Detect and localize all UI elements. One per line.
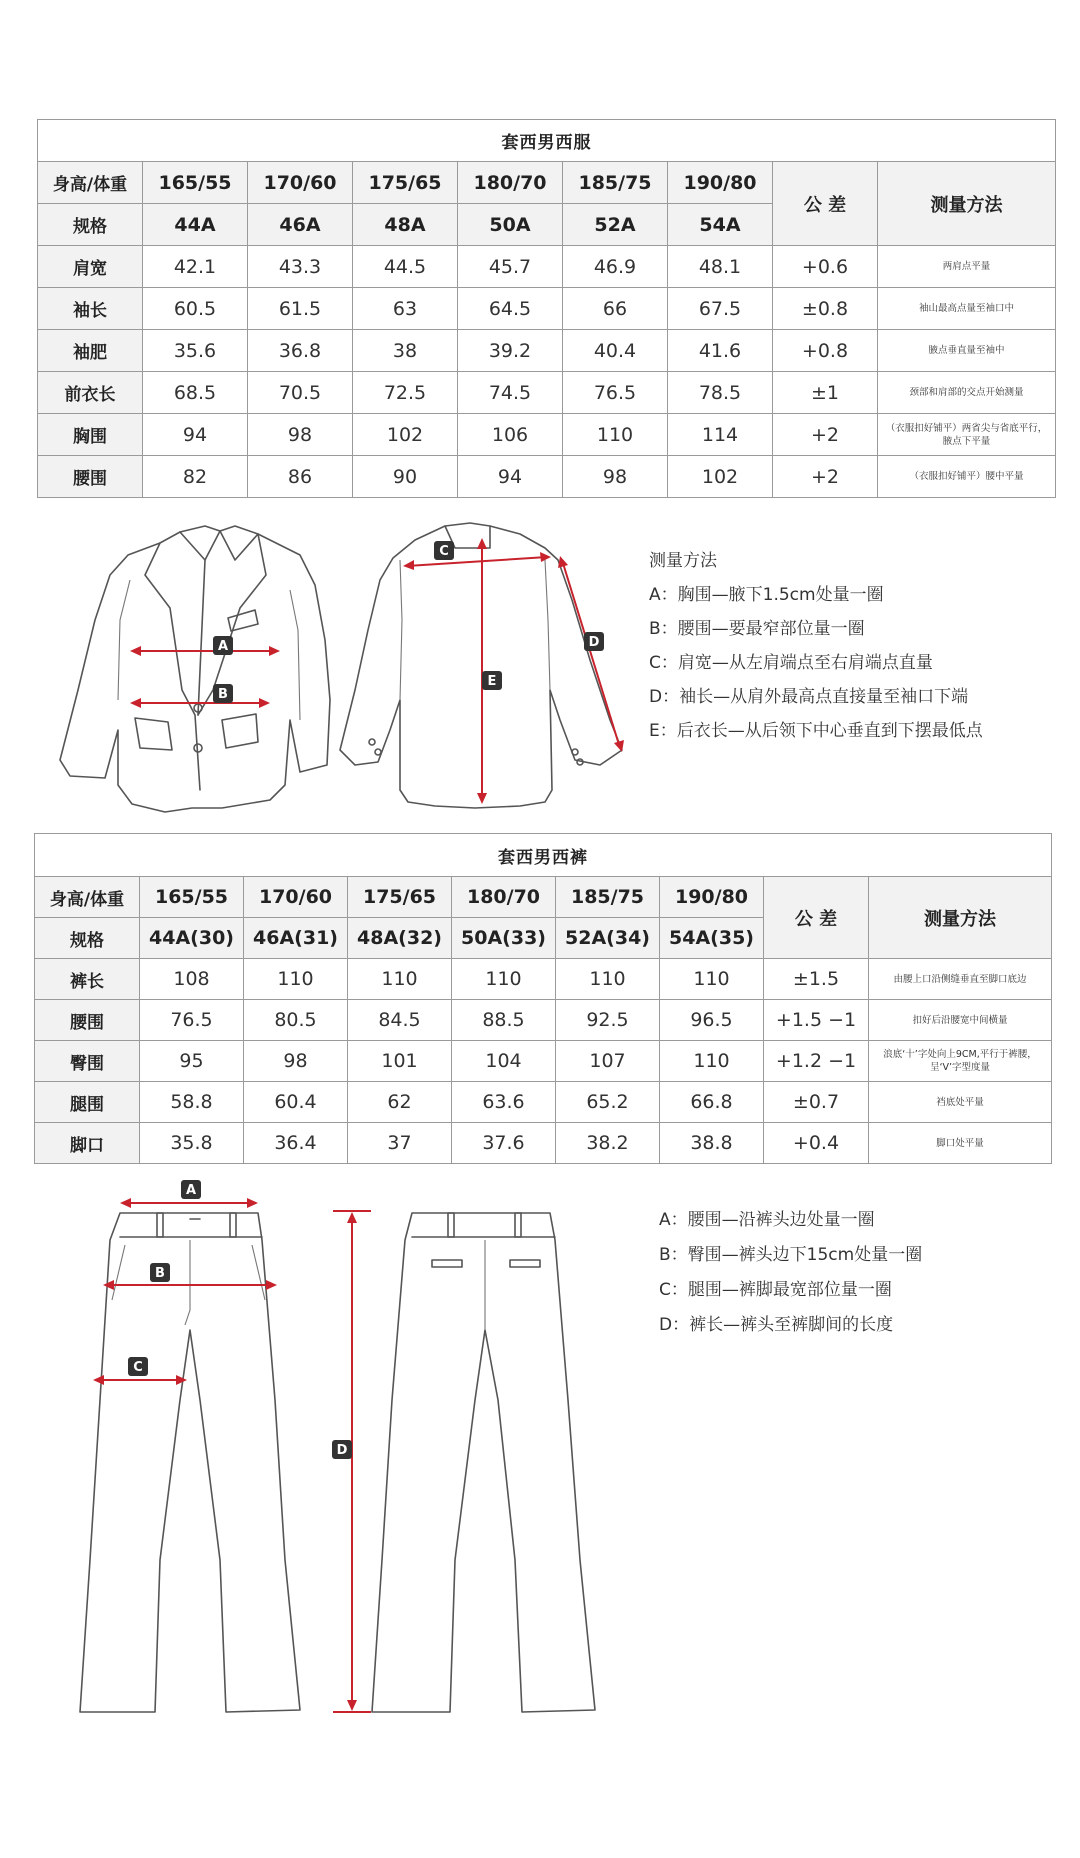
size-col-1: 165/55: [143, 162, 248, 204]
height-weight-label: 身高/体重: [38, 162, 143, 204]
method-cell: 裆底处平量: [869, 1082, 1052, 1123]
size-col-3: 175/65: [353, 162, 458, 204]
tolerance-header: 公 差: [773, 162, 878, 246]
method-cell: （衣服扣好铺平）腰中平量: [878, 456, 1056, 498]
legend-item: B：腰围—要最窄部位量一圈: [649, 619, 865, 639]
spec-col-4: 50A(33): [452, 918, 556, 959]
size-col-2: 170/60: [248, 162, 353, 204]
row-label: 袖长: [38, 288, 143, 330]
size-col-6: 190/80: [668, 162, 773, 204]
arrow-icon: [120, 1198, 131, 1208]
cell: 61.5: [248, 288, 353, 330]
cell: 46.9: [563, 246, 668, 288]
method-cell: 袖山最高点量至袖口中: [878, 288, 1056, 330]
cell: 38.2: [556, 1123, 660, 1164]
method-cell: （衣服扣好铺平）两省尖与省底平行，腋点下平量: [878, 414, 1056, 456]
size-col-2: 170/60: [244, 877, 348, 918]
cell: 110: [563, 414, 668, 456]
cell: 102: [668, 456, 773, 498]
row-label: 腿围: [35, 1082, 140, 1123]
cell: 110: [660, 1041, 764, 1082]
cell: 94: [143, 414, 248, 456]
cell: 114: [668, 414, 773, 456]
arrow-icon: [103, 1280, 114, 1290]
marker-d-label: D: [588, 635, 600, 650]
cell: 66.8: [660, 1082, 764, 1123]
spec-col-4: 50A: [458, 204, 563, 246]
arrow-icon: [477, 793, 487, 804]
marker-a-label: A: [217, 639, 229, 654]
row-label: 肩宽: [38, 246, 143, 288]
arrow-icon: [130, 698, 141, 708]
marker-a: [213, 636, 233, 655]
cell: 102: [353, 414, 458, 456]
row-label: 臀围: [35, 1041, 140, 1082]
legend-item: C：腿围—裤脚最宽部位量一圈: [659, 1280, 892, 1300]
cell: 35.8: [140, 1123, 244, 1164]
method-cell: 颈部和肩部的交点开始测量: [878, 372, 1056, 414]
cell: 64.5: [458, 288, 563, 330]
marker-pants-a: [181, 1180, 201, 1199]
cell: 110: [556, 959, 660, 1000]
tolerance-cell: +0.6: [773, 246, 878, 288]
cell: 98: [248, 414, 353, 456]
cell: 110: [348, 959, 452, 1000]
marker-e-label: E: [487, 674, 497, 689]
tolerance-cell: ±0.8: [773, 288, 878, 330]
cell: 45.7: [458, 246, 563, 288]
cell: 104: [452, 1041, 556, 1082]
arrow-icon: [259, 698, 270, 708]
cell: 35.6: [143, 330, 248, 372]
spec-label: 规格: [35, 918, 140, 959]
tolerance-cell: +1.5 −1: [764, 1000, 869, 1041]
cell: 70.5: [248, 372, 353, 414]
cell: 98: [563, 456, 668, 498]
height-weight-label: 身高/体重: [35, 877, 140, 918]
spec-col-2: 46A(31): [244, 918, 348, 959]
cell: 43.3: [248, 246, 353, 288]
cell: 76.5: [140, 1000, 244, 1041]
method-header: 测量方法: [869, 877, 1052, 959]
row-label: 胸围: [38, 414, 143, 456]
row-label: 裤长: [35, 959, 140, 1000]
arrow-icon: [130, 646, 141, 656]
cell: 95: [140, 1041, 244, 1082]
marker-pants-d: [332, 1440, 352, 1459]
marker-b: [213, 684, 233, 703]
arrow-icon: [266, 1280, 277, 1290]
cell: 40.4: [563, 330, 668, 372]
cell: 37: [348, 1123, 452, 1164]
cell: 44.5: [353, 246, 458, 288]
marker-pants-c-label: C: [133, 1360, 143, 1375]
cell: 110: [244, 959, 348, 1000]
size-col-3: 175/65: [348, 877, 452, 918]
cell: 110: [452, 959, 556, 1000]
pants-back-drawing: [372, 1213, 595, 1712]
spec-label: 规格: [38, 204, 143, 246]
size-col-4: 180/70: [452, 877, 556, 918]
arrow-icon: [403, 560, 414, 570]
method-header: 测量方法: [878, 162, 1056, 246]
cell: 39.2: [458, 330, 563, 372]
tolerance-cell: +1.2 −1: [764, 1041, 869, 1082]
cell: 67.5: [668, 288, 773, 330]
cell: 86: [248, 456, 353, 498]
row-label: 腰围: [35, 1000, 140, 1041]
cell: 106: [458, 414, 563, 456]
row-label: 腰围: [38, 456, 143, 498]
legend-item: D：袖长—从肩外最高点直接量至袖口下端: [649, 687, 969, 707]
arrow-icon: [558, 556, 568, 568]
arrow-icon: [176, 1375, 187, 1385]
spec-col-5: 52A: [563, 204, 668, 246]
cell: 76.5: [563, 372, 668, 414]
jacket-table-title: 套西男西服: [38, 120, 1056, 162]
cell: 80.5: [244, 1000, 348, 1041]
size-col-1: 165/55: [140, 877, 244, 918]
arrow-icon: [247, 1198, 258, 1208]
arrow-icon: [477, 538, 487, 549]
method-cell: 两肩点平量: [878, 246, 1056, 288]
marker-b-label: B: [218, 687, 228, 702]
tolerance-cell: ±1.5: [764, 959, 869, 1000]
cell: 37.6: [452, 1123, 556, 1164]
spec-col-2: 46A: [248, 204, 353, 246]
jacket-front-drawing: [60, 526, 330, 812]
arrow-icon: [347, 1212, 357, 1223]
measure-line-c: [407, 557, 547, 566]
method-cell: 脚口处平量: [869, 1123, 1052, 1164]
cell: 38.8: [660, 1123, 764, 1164]
spec-col-1: 44A(30): [140, 918, 244, 959]
legend-item: B：臀围—裤头边下15cm处量一圈: [659, 1245, 923, 1265]
spec-col-5: 52A(34): [556, 918, 660, 959]
cell: 41.6: [668, 330, 773, 372]
cell: 107: [556, 1041, 660, 1082]
cell: 110: [660, 959, 764, 1000]
cell: 66: [563, 288, 668, 330]
cell: 98: [244, 1041, 348, 1082]
cell: 92.5: [556, 1000, 660, 1041]
cell: 82: [143, 456, 248, 498]
method-cell: 腋点垂直量至袖中: [878, 330, 1056, 372]
size-col-6: 190/80: [660, 877, 764, 918]
tolerance-cell: +2: [773, 456, 878, 498]
marker-pants-c: [128, 1357, 148, 1376]
tolerance-cell: ±1: [773, 372, 878, 414]
cell: 108: [140, 959, 244, 1000]
tolerance-cell: ±0.7: [764, 1082, 869, 1123]
row-label: 脚口: [35, 1123, 140, 1164]
cell: 63: [353, 288, 458, 330]
arrow-icon: [93, 1375, 104, 1385]
marker-pants-a-label: A: [185, 1183, 197, 1198]
size-col-5: 185/75: [556, 877, 660, 918]
arrow-icon: [347, 1700, 357, 1711]
cell: 62: [348, 1082, 452, 1123]
spec-col-1: 44A: [143, 204, 248, 246]
cell: 63.6: [452, 1082, 556, 1123]
legend-item: C：肩宽—从左肩端点至右肩端点直量: [649, 653, 933, 673]
size-col-4: 180/70: [458, 162, 563, 204]
cell: 65.2: [556, 1082, 660, 1123]
spec-col-3: 48A: [353, 204, 458, 246]
spec-col-3: 48A(32): [348, 918, 452, 959]
cell: 101: [348, 1041, 452, 1082]
cell: 72.5: [353, 372, 458, 414]
legend-title: 测量方法: [649, 551, 717, 571]
marker-e: [482, 671, 502, 690]
tolerance-cell: +0.8: [773, 330, 878, 372]
tolerance-cell: +0.4: [764, 1123, 869, 1164]
cell: 90: [353, 456, 458, 498]
marker-c: [434, 541, 454, 560]
row-label: 前衣长: [38, 372, 143, 414]
spec-col-6: 54A(35): [660, 918, 764, 959]
marker-pants-b: [150, 1263, 170, 1282]
measure-line-d: [562, 560, 620, 748]
row-label: 袖肥: [38, 330, 143, 372]
pants-table-title: 套西男西裤: [35, 834, 1052, 877]
cell: 68.5: [143, 372, 248, 414]
legend-item: D：裤长—裤头至裤脚间的长度: [659, 1315, 894, 1335]
cell: 74.5: [458, 372, 563, 414]
cell: 48.1: [668, 246, 773, 288]
marker-pants-d-label: D: [336, 1443, 348, 1458]
arrow-icon: [269, 646, 280, 656]
tolerance-cell: +2: [773, 414, 878, 456]
cell: 60.5: [143, 288, 248, 330]
cell: 58.8: [140, 1082, 244, 1123]
cell: 88.5: [452, 1000, 556, 1041]
marker-pants-b-label: B: [155, 1266, 165, 1281]
cell: 42.1: [143, 246, 248, 288]
cell: 96.5: [660, 1000, 764, 1041]
legend-item: E：后衣长—从后领下中心垂直到下摆最低点: [649, 721, 983, 741]
cell: 36.8: [248, 330, 353, 372]
cell: 94: [458, 456, 563, 498]
tolerance-header: 公 差: [764, 877, 869, 959]
cell: 36.4: [244, 1123, 348, 1164]
method-cell: 由腰上口沿侧缝垂直至脚口底边: [869, 959, 1052, 1000]
size-col-5: 185/75: [563, 162, 668, 204]
cell: 60.4: [244, 1082, 348, 1123]
method-cell: 扣好后沿腰宽中间横量: [869, 1000, 1052, 1041]
marker-d: [584, 632, 604, 651]
spec-col-6: 54A: [668, 204, 773, 246]
cell: 78.5: [668, 372, 773, 414]
legend-item: A：胸围—腋下1.5cm处量一圈: [649, 585, 884, 605]
marker-c-label: C: [439, 544, 449, 559]
method-cell: 浪底‘十’字处向上9CM,平行于裤腰，呈‘V’字型度量: [869, 1041, 1052, 1082]
legend-item: A：腰围—沿裤头边处量一圈: [659, 1210, 875, 1230]
cell: 38: [353, 330, 458, 372]
cell: 84.5: [348, 1000, 452, 1041]
